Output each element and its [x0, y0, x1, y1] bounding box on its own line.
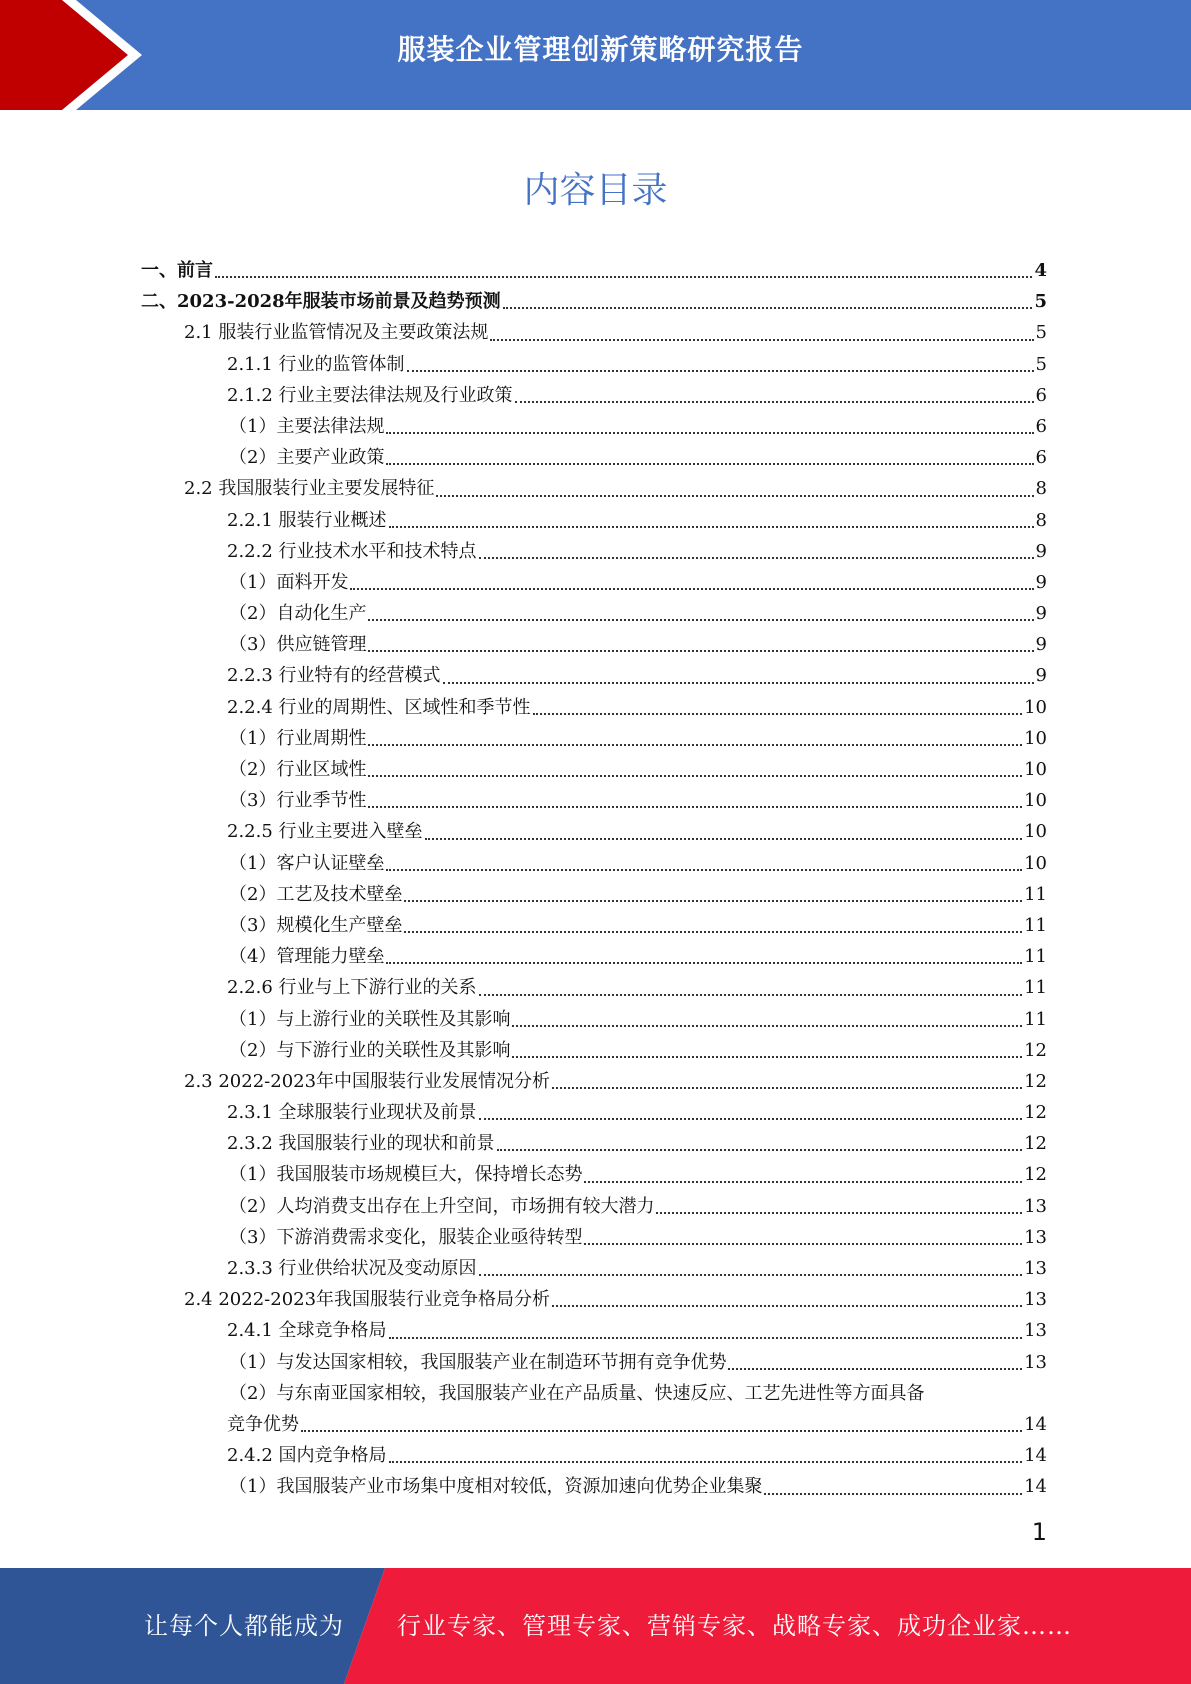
toc-leader-dots: [386, 869, 1022, 871]
toc-entry-page: 11: [1024, 883, 1047, 905]
toc-leader-dots: [389, 1337, 1023, 1339]
toc-entry-label: 2.2.4 行业的周期性、区域性和季节性: [227, 696, 531, 718]
toc-leader-dots: [404, 931, 1022, 933]
toc-leader-dots: [386, 432, 1033, 434]
toc-entry-page: 14: [1024, 1445, 1047, 1467]
toc-entry-page: 9: [1035, 665, 1047, 687]
table-of-contents: [141, 255, 1047, 1503]
toc-entry-page: 13: [1024, 1258, 1047, 1279]
toc-entry-page: 13: [1024, 1289, 1047, 1311]
toc-entry[interactable]: [141, 660, 1047, 691]
toc-title: 内容目录: [523, 170, 668, 211]
toc-leader-dots: [512, 1025, 1022, 1027]
toc-leader-dots: [479, 1118, 1023, 1120]
toc-entry-page: 5: [1034, 291, 1047, 313]
toc-entry[interactable]: [141, 286, 1047, 317]
toc-leader-dots: [552, 1305, 1022, 1307]
toc-leader-dots: [301, 1430, 1022, 1432]
toc-entry[interactable]: [141, 1066, 1047, 1097]
toc-entry-label: （2）自动化生产: [229, 603, 367, 625]
toc-entry-page: 12: [1024, 1070, 1047, 1092]
toc-entry-label: 2.1 服装行业监管情况及主要政策法规: [184, 322, 489, 344]
toc-entry-label: 2.3.3 行业供给状况及变动原因: [227, 1258, 477, 1279]
toc-leader-dots: [503, 307, 1033, 309]
toc-entry-label: （3）下游消费需求变化，服装企业亟待转型: [229, 1226, 583, 1248]
toc-entry-label: （2）与东南亚国家相较，我国服装产业在产品质量、快速反应、工艺先进性等方面具备: [229, 1382, 925, 1404]
toc-entry-page: 13: [1024, 1320, 1047, 1342]
toc-entry-page: 6: [1035, 384, 1047, 406]
toc-leader-dots: [368, 775, 1022, 777]
header-band: [0, 0, 1191, 110]
toc-leader-dots: [533, 713, 1023, 715]
toc-entry-label: （2）与下游行业的关联性及其影响: [229, 1039, 511, 1061]
toc-entry-page: 14: [1024, 1476, 1047, 1498]
toc-entry-page: 11: [1024, 977, 1047, 999]
toc-leader-dots: [764, 1493, 1022, 1495]
toc-entry[interactable]: [141, 879, 1047, 910]
toc-entry-continuation[interactable]: [141, 1409, 1047, 1440]
toc-entry[interactable]: [141, 473, 1047, 504]
toc-entry-label: 2.1.2 行业主要法律法规及行业政策: [227, 384, 513, 406]
toc-entry-page: 9: [1035, 571, 1047, 593]
toc-entry[interactable]: [141, 848, 1047, 879]
toc-entry-page: 12: [1024, 1164, 1047, 1186]
toc-entry-label: 2.2.2 行业技术水平和技术特点: [227, 540, 477, 562]
toc-entry[interactable]: [141, 972, 1047, 1003]
toc-leader-dots: [368, 806, 1022, 808]
toc-entry[interactable]: [141, 910, 1047, 941]
toc-entry-page: 6: [1035, 447, 1047, 469]
toc-entry-page: 12: [1024, 1102, 1047, 1124]
toc-entry-page: 13: [1024, 1226, 1047, 1248]
toc-leader-dots: [404, 900, 1022, 902]
toc-leader-dots: [479, 1274, 1023, 1276]
toc-leader-dots: [389, 526, 1034, 528]
toc-entry-page: 10: [1024, 821, 1047, 843]
toc-leader-dots: [584, 1243, 1022, 1245]
toc-leader-dots: [479, 557, 1034, 559]
toc-entry-label: （1）我国服装市场规模巨大，保持增长态势: [229, 1164, 583, 1186]
toc-entry-page: 10: [1024, 696, 1047, 718]
toc-entry[interactable]: [141, 442, 1047, 473]
toc-entry[interactable]: [141, 816, 1047, 847]
toc-leader-dots: [368, 619, 1033, 621]
toc-leader-dots: [515, 401, 1034, 403]
toc-entry[interactable]: [141, 692, 1047, 723]
toc-entry[interactable]: [141, 1347, 1047, 1378]
toc-entry-label: 一、前言: [141, 260, 213, 281]
toc-entry[interactable]: [141, 941, 1047, 972]
toc-entry-page: 10: [1024, 759, 1047, 780]
toc-entry-label: 竞争优势: [227, 1413, 299, 1435]
toc-leader-dots: [552, 1087, 1022, 1089]
toc-entry[interactable]: [141, 1035, 1047, 1066]
toc-entry[interactable]: [141, 1253, 1047, 1284]
toc-leader-dots: [436, 495, 1033, 497]
toc-entry[interactable]: [141, 411, 1047, 442]
toc-entry[interactable]: [141, 1004, 1047, 1035]
toc-entry-page: 5: [1035, 322, 1047, 344]
toc-entry-label: （2）行业区域性: [229, 759, 367, 780]
toc-leader-dots: [479, 994, 1023, 996]
footer-slogan-left: 让每个人都能成为: [144, 1612, 344, 1640]
toc-entry-label: 2.4.2 国内竞争格局: [227, 1445, 387, 1467]
toc-entry-label: 2.2 我国服装行业主要发展特征: [184, 478, 435, 500]
toc-entry-page: 10: [1024, 852, 1047, 874]
toc-entry[interactable]: [141, 629, 1047, 660]
toc-entry-label: 2.2.6 行业与上下游行业的关系: [227, 977, 477, 999]
toc-entry-label: 2.4 2022-2023年我国服装行业竞争格局分析: [184, 1289, 551, 1311]
toc-entry-page: 8: [1035, 478, 1047, 500]
toc-entry-page: 9: [1035, 603, 1047, 625]
toc-entry-page: 10: [1024, 727, 1047, 749]
toc-entry-page: 12: [1024, 1133, 1047, 1155]
toc-entry-label: （1）我国服装产业市场集中度相对较低，资源加速向优势企业集聚: [229, 1476, 763, 1498]
toc-entry-label: 2.3.1 全球服装行业现状及前景: [227, 1102, 477, 1124]
toc-entry-page: 14: [1024, 1413, 1047, 1435]
toc-entry[interactable]: [141, 317, 1047, 348]
toc-entry[interactable]: [141, 754, 1047, 785]
toc-entry[interactable]: [141, 536, 1047, 567]
toc-entry-page: 11: [1024, 946, 1047, 968]
toc-entry-label: 2.3 2022-2023年中国服装行业发展情况分析: [184, 1070, 551, 1092]
toc-entry-page: 8: [1035, 509, 1047, 531]
toc-entry[interactable]: [141, 567, 1047, 598]
toc-leader-dots: [386, 463, 1033, 465]
toc-entry-page: 4: [1034, 260, 1047, 281]
footer-band: [0, 1568, 1191, 1684]
toc-leader-dots: [386, 962, 1022, 964]
toc-entry[interactable]: [141, 255, 1047, 286]
toc-entry-label: （2）主要产业政策: [229, 447, 385, 469]
toc-entry-label: （1）客户认证壁垒: [229, 852, 385, 874]
toc-entry-label: 2.2.5 行业主要进入壁垒: [227, 821, 423, 843]
toc-leader-dots: [490, 339, 1033, 341]
toc-entry-label: 2.1.1 行业的监管体制: [227, 353, 405, 375]
footer-slogan-right: 行业专家、管理专家、营销专家、战略专家、成功企业家……: [397, 1612, 1072, 1640]
toc-entry[interactable]: [141, 1378, 1047, 1409]
toc-entry-label: （4）管理能力壁垒: [229, 946, 385, 968]
toc-leader-dots: [368, 744, 1022, 746]
toc-entry-page: 9: [1035, 540, 1047, 562]
toc-entry[interactable]: [141, 505, 1047, 536]
toc-entry-page: 9: [1035, 634, 1047, 656]
toc-entry-label: （3）供应链管理: [229, 634, 367, 656]
toc-entry-label: 2.3.2 我国服装行业的现状和前景: [227, 1133, 495, 1155]
toc-entry[interactable]: [141, 598, 1047, 629]
toc-leader-dots: [728, 1368, 1022, 1370]
toc-entry-label: （3）规模化生产壁垒: [229, 914, 403, 936]
toc-entry-page: 11: [1024, 914, 1047, 936]
toc-entry[interactable]: [141, 1315, 1047, 1346]
toc-leader-dots: [407, 370, 1034, 372]
toc-entry-label: 2.4.1 全球竞争格局: [227, 1320, 387, 1342]
toc-leader-dots: [497, 1149, 1023, 1151]
toc-leader-dots: [584, 1181, 1022, 1183]
toc-entry-label: （1）与发达国家相较，我国服装产业在制造环节拥有竞争优势: [229, 1351, 727, 1373]
toc-leader-dots: [443, 682, 1034, 684]
toc-entry-label: （2）工艺及技术壁垒: [229, 883, 403, 905]
toc-entry[interactable]: [141, 349, 1047, 380]
toc-entry-page: 13: [1024, 1195, 1047, 1217]
toc-leader-dots: [656, 1212, 1022, 1214]
toc-entry-label: 2.2.3 行业特有的经营模式: [227, 665, 441, 687]
toc-entry-label: （1）面料开发: [229, 571, 349, 593]
page-number: 1: [1031, 1518, 1047, 1546]
toc-entry[interactable]: [141, 1440, 1047, 1471]
toc-leader-dots: [425, 838, 1023, 840]
toc-entry-label: 二、2023-2028年服装市场前景及趋势预测: [141, 291, 501, 313]
toc-leader-dots: [215, 276, 1032, 278]
toc-leader-dots: [350, 588, 1033, 590]
toc-entry-label: （1）与上游行业的关联性及其影响: [229, 1008, 511, 1030]
toc-entry-page: 12: [1024, 1039, 1047, 1061]
toc-entry-page: 11: [1024, 1008, 1047, 1030]
toc-entry-label: （2）人均消费支出存在上升空间，市场拥有较大潜力: [229, 1195, 655, 1217]
toc-entry-label: 2.2.1 服装行业概述: [227, 509, 387, 531]
toc-entry-label: （3）行业季节性: [229, 790, 367, 812]
toc-entry[interactable]: [141, 1128, 1047, 1159]
toc-entry-page: 5: [1035, 353, 1047, 375]
toc-entry[interactable]: [141, 723, 1047, 754]
toc-entry-label: （1）行业周期性: [229, 727, 367, 749]
toc-leader-dots: [512, 1056, 1022, 1058]
toc-entry[interactable]: [141, 380, 1047, 411]
toc-entry-label: （1）主要法律法规: [229, 415, 385, 437]
toc-entry[interactable]: [141, 1471, 1047, 1502]
toc-entry[interactable]: [141, 1159, 1047, 1190]
toc-leader-dots: [368, 650, 1033, 652]
toc-entry[interactable]: [141, 1097, 1047, 1128]
toc-entry-page: 13: [1024, 1351, 1047, 1373]
toc-entry[interactable]: [141, 785, 1047, 816]
toc-entry-page: 10: [1024, 790, 1047, 812]
toc-entry[interactable]: [141, 1191, 1047, 1222]
toc-leader-dots: [389, 1461, 1023, 1463]
toc-entry[interactable]: [141, 1222, 1047, 1253]
toc-entry[interactable]: [141, 1284, 1047, 1315]
report-title: 服装企业管理创新策略研究报告: [397, 33, 804, 66]
toc-entry-page: 6: [1035, 415, 1047, 437]
